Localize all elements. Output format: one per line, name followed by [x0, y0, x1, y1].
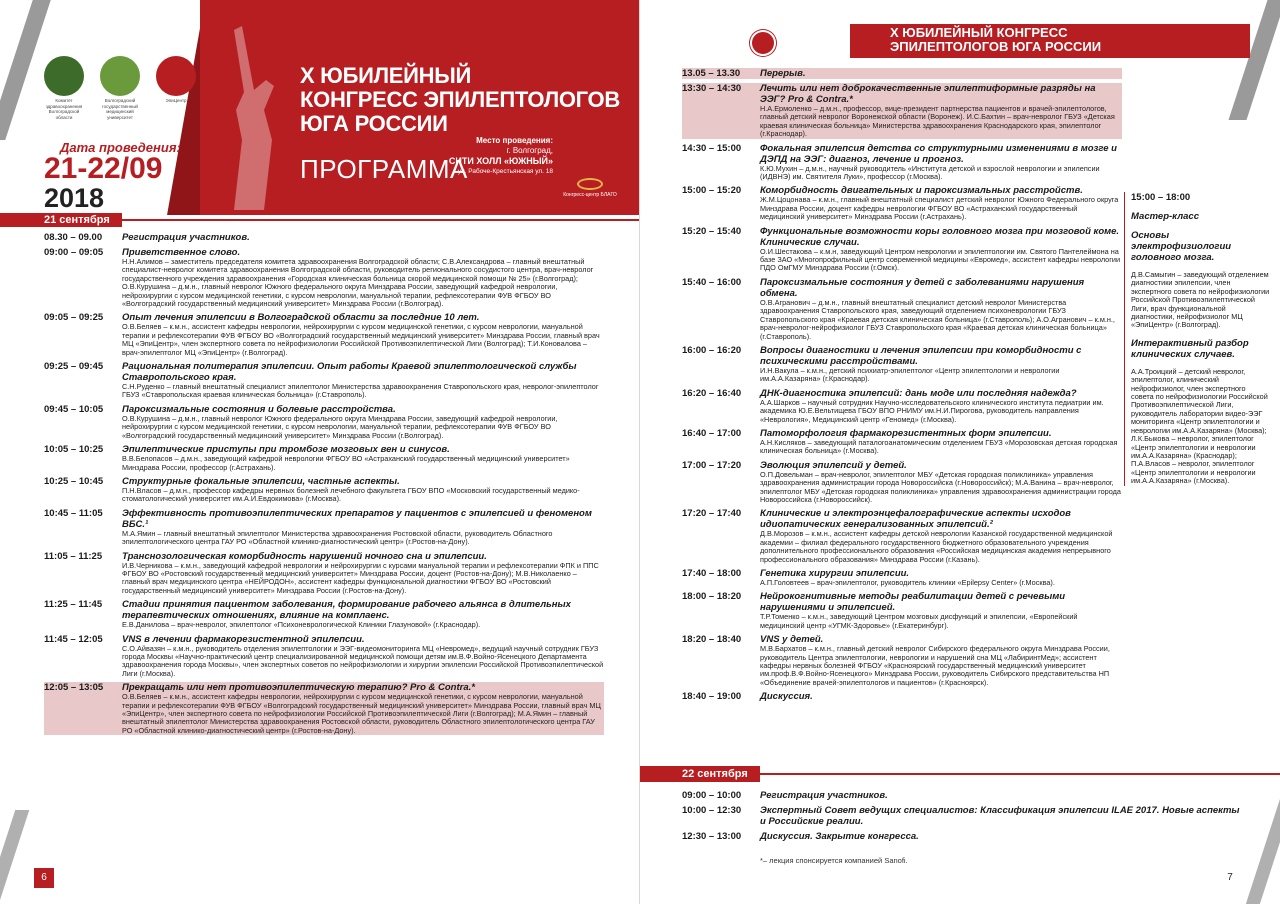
session-title: Лечить или нет доброкачественные эпилептиформные разряды на ЭЭГ? Pro & Contra.*	[760, 83, 1096, 105]
session-speakers: И.Н.Вакула – к.м.н., детский психиатр-эпилептолог «Центр эпилептологии и неврологии им.А.А.Казаряна» (г.Краснодар).	[760, 365, 1060, 384]
session-body	[760, 568, 1122, 587]
page-number: 7	[1227, 872, 1233, 883]
event-year: 2018	[44, 183, 105, 213]
session-row	[44, 682, 604, 735]
masterclass-speaker: А.А.Троицкий – детский невролог, эпилептолог, клинический нейрофизиолог, член экспертного совета по нейрофизиологии Российской Противоэпилептической Лиги, руководитель лаборатории видео-ЭЭГ мониторинга «Центр эпилептологии и неврологии им.А.А.Казаряна» (Москва); Л.К.Быкова – невролог, эпилептолог «Центр эпилептологии и неврологии им.А.А.Казаряна» (Краснодар); П.А.Власов – невролог, эпилептолог «Центр эпилептологии и неврологии им.А.А.Казаряна» (г.Москва).	[1131, 366, 1268, 486]
session-title: Экспертный Совет ведущих специалистов: Классификация эпилепсии ILAE 2017. Новые аспекты и Российские реалии.	[760, 805, 1240, 827]
session-time: 09:00 – 10:00	[682, 790, 742, 801]
session-time: 09:45 – 10:05	[44, 403, 104, 415]
session-body	[760, 68, 1122, 79]
session-speakers: О.В.Агранович – д.м.н., главный внештатный специалист детский невролог Министерства здравоохранения Ставропольского края, заведующий отделением психоневрологии ГБУЗ Ставропольского края «Краевая детская клиническая больница» (г.Ставрополь); А.О.Агранович – к.м.н., врач-невролог-нейрофизиолог ГБУЗ Ставропольского края «Краевая детская клиническая больница» (г.Ставрополь).	[760, 297, 1115, 341]
session-time: 11:45 – 12:05	[44, 633, 103, 645]
session-body	[760, 691, 1122, 702]
day-heading: 22 сентября	[640, 766, 760, 782]
session-title: Вопросы диагностики и лечения эпилепсии при коморбидности с психическими расстройствами.	[760, 344, 1082, 367]
session-body	[760, 460, 1122, 505]
session-body	[760, 508, 1122, 564]
session-body	[122, 312, 604, 357]
session-body	[760, 790, 1242, 801]
divider	[122, 219, 640, 221]
session-row	[682, 691, 1122, 702]
session-body	[760, 185, 1122, 221]
session-body	[122, 508, 604, 547]
session-time: 08.30 – 09.00	[44, 232, 103, 243]
blago-ring-icon	[577, 178, 603, 190]
session-row	[682, 805, 1242, 827]
session-speakers: Н.А.Ермоленко – д.м.н., профессор, вице-президент партнерства пациентов и врачей-эпилептологов, главный детский невролог Воронежской области (Воронеж). И.С.Бахтин – врач-невролог ГБУЗ «Детская краевая клиническая больница» Министерства здравоохранения Краснодарского края, эпилептолог (г.Краснодар).	[760, 104, 1115, 139]
session-title: Дискуссия. Закрытие конгресса.	[760, 831, 919, 842]
session-time: 17:40 – 18:00	[682, 568, 742, 579]
session-body	[760, 805, 1242, 827]
session-speakers: А.Н.Кисляков – заведующий паталогоанатомическим отделением ГБУЗ «Морозовская детская городская клиническая больница» (г.Москва).	[760, 437, 1118, 456]
session-body	[122, 444, 604, 472]
session-speakers: О.И.Шестакова – к.м.н, заведующий Центром неврологии и эпилептологии им. Святого Пантелеймона на базе ЗАО «Многопрофильный центр современной медицины «Евромед», ассистент кафедры неврологии ПДО ОмГМУ Минздрава России (г.Омск).	[760, 246, 1121, 273]
session-time: 18:40 – 19:00	[682, 691, 742, 703]
session-body	[760, 345, 1122, 384]
session-body	[760, 388, 1122, 424]
masterclass-time: 15:00 – 18:00	[1131, 192, 1191, 203]
session-row	[44, 404, 604, 440]
session-row	[682, 143, 1122, 182]
masterclass-title: Интерактивный разбор клинических случаев.	[1131, 337, 1249, 360]
session-title: Транснозологическая коморбидность нарушений ночного сна и эпилепсии.	[122, 550, 487, 562]
session-body	[122, 551, 604, 596]
session-time: 18:00 – 18:20	[682, 591, 742, 603]
session-body	[760, 226, 1122, 273]
session-row	[44, 508, 604, 547]
session-row	[682, 568, 1122, 587]
decor-stripe	[1229, 0, 1280, 120]
session-row	[44, 232, 604, 243]
session-speakers: А.П.Головтеев – врач-эпилептолог, руководитель клиники «Epilepsy Center» (г.Москва).	[760, 578, 1055, 587]
session-body	[122, 232, 604, 243]
coat-of-arms-icon	[44, 56, 84, 96]
date-label: Дата проведения:	[60, 140, 181, 155]
program-heading: ПРОГРАММА	[300, 154, 468, 184]
page-number: 6	[34, 868, 54, 888]
session-time: 13:30 – 14:30	[682, 83, 742, 94]
session-body	[760, 634, 1122, 687]
session-row	[44, 444, 604, 472]
session-body	[122, 247, 604, 308]
session-speakers: Т.Р.Томенко – к.м.н., заведующий Центром мозговых дисфункций и эпилепсии, «Европейский медицинский центр «УГМК-Здоровье» (г.Екатеринбург).	[760, 612, 1078, 630]
session-title: Дискуссия.	[760, 691, 813, 703]
session-body	[760, 591, 1122, 630]
session-row	[682, 634, 1122, 687]
masterclass-label: Мастер-класс	[1131, 211, 1199, 222]
session-title: Фокальная эпилепсия детства со структурными изменениями в мозге и ДЭПД на ЭЭГ: диагноз, лечение и прогноз.	[760, 142, 1117, 165]
session-row	[682, 428, 1122, 456]
session-title: Структурные фокальные эпилепсии, частные аспекты.	[122, 475, 400, 487]
session-body	[122, 476, 604, 504]
session-row	[44, 551, 604, 596]
session-title: Регистрация участников.	[122, 232, 250, 243]
session-title: Пароксизмальные состояния и болевые расстройства.	[122, 403, 396, 415]
session-row	[682, 790, 1242, 801]
session-title: ДНК-диагностика эпилепсий: дань моде или последняя надежда?	[760, 387, 1077, 399]
session-time: 11:25 – 11:45	[44, 599, 103, 611]
session-speakers: В.В.Белопасов – д.м.н., заведующий кафедрой неврологии ФГБОУ ВО «Астраханский государственный медицинский университет» Минздрава России, профессор (г.Астрахань).	[122, 454, 570, 472]
session-title: Нейрокогнитивные методы реабилитации детей с речевыми нарушениями и эпилепсией.	[760, 591, 1066, 614]
session-time: 17:20 – 17:40	[682, 508, 742, 520]
session-time: 10:05 – 10:25	[44, 444, 104, 456]
session-time: 10:00 – 12:30	[682, 805, 742, 816]
session-body	[122, 599, 604, 629]
session-title: Эпилептические приступы при тромбозе мозговых вен и синусов.	[122, 444, 450, 456]
schedule-day2	[682, 790, 1242, 846]
masterclass-title: Основы электрофизиологии головного мозга.	[1131, 230, 1232, 263]
session-title: Клинические и электроэнцефалографические аспекты исходов идиопатических генерализованных эпилепсий.²	[760, 508, 1071, 531]
session-title: Пароксизмальные состояния у детей с заболеваниями нарушения обмена.	[760, 276, 1085, 299]
session-title: Регистрация участников.	[760, 790, 888, 801]
session-row	[682, 460, 1122, 505]
session-time: 09:05 – 09:25	[44, 312, 104, 324]
logo-coat-of-arms	[42, 56, 86, 120]
session-title: VNS у детей.	[760, 634, 824, 646]
venue-info: Место проведения: г. Волгоград, СИТИ ХОЛЛ «ЮЖНЫЙ» ул. Рабоче-Крестьянская ул. 18	[448, 136, 553, 175]
session-body	[760, 277, 1122, 341]
session-title: Прекращать или нет противоэпилептическую терапию? Pro & Contra.*	[122, 682, 475, 694]
schedule-day1-continued	[682, 68, 1122, 706]
session-time: 09:25 – 09:45	[44, 361, 104, 373]
session-row	[44, 312, 604, 357]
masterclass-speaker: Д.В.Самыгин – заведующий отделением диагностики эпилепсии, член экспертного совета по нейрофизиологии Российской Противоэпилептической Лиги, врач функциональной диагностики, нейрофизиолог МЦ «ЭпиЦентр» (г.Волгоград).	[1131, 270, 1270, 330]
session-speakers: О.П.Довельман – врач-невролог, эпилептолог МБУ «Детская городская поликлиника» управления здравоохранения администрации города Новороссийска (г.Новороссийск); М.А.Ванина – врач-невролог, эпилептолог МБУ «Детская городская поликлиника» управления здравоохранения администрации города Новороссийска (г.Новороссийск).	[760, 469, 1121, 504]
session-row	[44, 634, 604, 679]
session-title: Опыт лечения эпилепсии в Волгоградской области за последние 10 лет.	[122, 312, 480, 324]
session-speakers: А.А.Шарков – научный сотрудник Научно-исследовательского клинического института педиатрии им. академика Ю.Е.Вельтищева ГБОУ ВПО РНИМУ им.Н.И.Пирогова, руководитель направления «Неврология», Медицинский центр «Геномед» (г.Москва).	[760, 397, 1104, 424]
session-time: 10:45 – 11:05	[44, 507, 103, 519]
session-time: 09:00 – 09:05	[44, 247, 104, 258]
session-time: 15:20 – 15:40	[682, 225, 742, 237]
session-speakers: Н.Н.Алимов – заместитель председателя комитета здравоохранения Волгоградской области; С.В.Александрова – главный внештатный специалист-невролог комитета здравоохранения Волгоградской области, руководитель регионального сосудистого центра, врач-невролог государственного учреждения здравоохранения «Городская клиническая больница скорой медицинской помощи № 25» (г.Волгоград); О.В.Курушина – д.м.н., главный невролог Южного федерального округа Минздрава России, заведующий кафедрой неврологии, нейрохирургии с курсом медицинской генетики, с курсом неврологии, мануальной терапии, рефлексотерапии ФУВ ФГБОУ ВО «Волгоградский государственный медицинский университет» Минздрава России (г.Волгоград).	[122, 257, 594, 309]
session-title: Приветственное слово.	[122, 247, 241, 258]
session-speakers: Ж.М.Цоцонава – к.м.н., главный внештатный специалист детский невролог Южного Федерального округа Минздрава России, доцент кафедры неврологии ФГБОУ ВО «Астраханский государственный медицинский университет» Минздрава России (г.Астрахань).	[760, 195, 1119, 222]
session-speakers: О.В.Курушина – д.м.н., главный невролог Южного федерального округа Минздрава России, заведующий кафедрой неврологии, нейрохирургии с курсом медицинской генетики, с курсом неврологии, мануальной терапии, рефлексотерапии ФУВ ФГБОУ ВО «Волгоградский государственный медицинский университет» Минздрава России (г.Волгоград).	[122, 413, 558, 440]
session-title: Коморбидность двигательных и пароксизмальных расстройств.	[760, 185, 1083, 197]
logo-epicenter	[154, 56, 198, 120]
session-row	[44, 599, 604, 629]
session-body	[122, 361, 604, 400]
session-title: Патоморфология фармакорезистентных форм эпилепсии.	[760, 427, 1052, 439]
organizer-logos	[42, 56, 198, 120]
event-dates: 21-22/09	[44, 152, 163, 185]
footnote: *– лекция спонсируется компанией Sanofi.	[760, 856, 908, 865]
university-emblem-icon	[100, 56, 140, 96]
session-title: VNS в лечении фармакорезистентной эпилепсии.	[122, 633, 365, 645]
session-speakers: С.Н.Руденко – главный внештатный специалист эпилептолог Министерства здравоохранения Ставропольского края, невролог-эпилептолог ГБУЗ «Ставропольская краевая клиническая больница» (г.Ставрополь).	[122, 382, 599, 400]
session-time: 13.05 – 13.30	[682, 68, 741, 79]
congress-title: X ЮБИЛЕЙНЫЙ КОНГРЕСС ЭПИЛЕПТОЛОГОВ ЮГА РОССИИ	[890, 25, 1102, 54]
session-time: 15:00 – 15:20	[682, 185, 742, 197]
session-time: 15:40 – 16:00	[682, 276, 742, 288]
session-body	[122, 634, 604, 679]
congress-title: X ЮБИЛЕЙНЫЙ КОНГРЕСС ЭПИЛЕПТОЛОГОВ ЮГА РОССИИ	[300, 63, 620, 136]
decor-stripe	[1246, 780, 1280, 904]
session-time: 12:30 – 13:00	[682, 831, 742, 842]
session-speakers: М.А.Ямин – главный внештатный эпилептолог Министерства здравоохранения Ростовской области, руководитель Областного эпилептологического центра ГАУ РО «Областной клинико-диагностический центр» (г.Ростов-на-Дону).	[122, 528, 553, 547]
session-speakers: И.В.Черникова – к.м.н., заведующий кафедрой неврологии и нейрохирургии с курсами мануальной терапии и рефлексотерапии ФПК и ППС ФГБОУ ВО «Ростовский государственный медицинский университет» Минздрава России, доцент (Ростов-на-Дону); М.В.Николаенко – главный врач медицинского центра «НЕЙРОДОН», ассистент кафедры функциональной диагностики ФГБОУ ВО «Ростовский государственный медицинский университет» Минздрава России (г.Ростов-на-Дону).	[122, 560, 599, 595]
session-speakers: М.В.Бархатов – к.м.н., главный детский невролог Сибирского федерального округа Минздрава России, руководитель Центра эпилептологии, неврологии и нарушений сна МЦ «ЛабиринтМед»; ассистент кафедры нервных болезней ФГБОУ «Красноярский государственный медицинский университет им.проф.В.Ф.Войно-Ясенецкого» Минздрава России, руководитель Сибирского представительства НП «Объединение врачей-эпилептологов и пациентов» (г.Красноярск).	[760, 644, 1110, 687]
session-time: 16:40 – 17:00	[682, 427, 742, 439]
logo-caption: Комитет здравоохранения Волгоградской области	[45, 98, 83, 120]
session-body	[760, 143, 1122, 182]
session-row	[682, 591, 1122, 630]
logo-caption: ЭпиЦентр	[165, 98, 187, 103]
session-speakers: О.В.Беляев – к.м.н., ассистент кафедры неврологии, нейрохирургии с курсом медицинской генетики, с курсом неврологии, мануальной терапии и рефлексотерапии ФУВ ФГБОУ ВО «Волгоградский государственный медицинский университет» Минздрава России, главный врач МЦ «ЭпиЦентр», член экспертного совета по нейрофизиологии Российской Противоэпилептической Лиги (Волгоград); Т.И.Коновалова – врач-эпилептолог МЦ «ЭпиЦентр» (г.Волгоград).	[122, 322, 600, 357]
session-row	[682, 185, 1122, 221]
session-row	[682, 68, 1122, 79]
session-row	[682, 345, 1122, 384]
session-title: Генетика хирургии эпилепсии.	[760, 568, 910, 579]
session-time: 14:30 – 15:00	[682, 142, 742, 154]
brain-icon	[750, 30, 776, 56]
session-time: 17:00 – 17:20	[682, 459, 742, 471]
session-speakers: Е.В.Данилова – врач-невролог, эпилептолог «Психоневрологической Клиники Глазуновой» (г.Краснодар).	[122, 620, 481, 630]
masterclass-column	[1124, 192, 1270, 486]
logo-caption: Волгоградский государственный медицинский университет	[102, 98, 138, 120]
session-title: Перерыв.	[760, 68, 806, 79]
session-row	[44, 361, 604, 400]
session-row	[682, 83, 1122, 139]
session-title: Функциональные возможности коры головного мозга при мозговой коме. Клинические случаи.	[760, 225, 1120, 248]
session-body	[760, 83, 1122, 139]
divider	[760, 773, 1280, 775]
session-row	[44, 476, 604, 504]
session-title: Эволюция эпилепсий у детей.	[760, 459, 907, 471]
page-right	[640, 0, 1280, 904]
session-row	[682, 277, 1122, 341]
schedule-day1	[44, 232, 604, 739]
session-title: Эффективность противоэпилептических препаратов у пациентов с эпилепсией и феноменом ВБС.¹	[122, 507, 592, 530]
session-body	[760, 428, 1122, 456]
session-row	[682, 831, 1242, 842]
motherland-statue-icon	[214, 20, 304, 210]
session-body	[760, 831, 1242, 842]
logo-university	[98, 56, 142, 120]
session-speakers: П.Н.Власов – д.м.н., профессор кафедры нервных болезней лечебного факультета ГБОУ ВПО «Московский государственный медико-стоматологический университет им.А.И.Евдокимова» (г.Москва).	[122, 485, 580, 504]
session-time: 16:00 – 16:20	[682, 344, 742, 356]
session-time: 11:05 – 11:25	[44, 550, 103, 562]
session-body	[122, 682, 604, 735]
session-time: 18:20 – 18:40	[682, 634, 742, 646]
session-time: 16:20 – 16:40	[682, 387, 742, 399]
day-heading: 21 сентября	[0, 213, 122, 227]
brain-icon	[156, 56, 196, 96]
session-speakers: С.О.Айвазян – к.м.н., руководитель отделения эпилептологии и ЭЭГ-видеомониторинга МЦ «Невромед», ведущий научный сотрудник ГБУЗ города Москвы «Научно-практический центр специализированной медицинской помощи детям им.В.Ф.Войно-Ясенецкого Департамента здравоохранения города Москвы», член экспертных советов по нейрофизиологии и хирургии эпилепсии Российской Противоэпилептической Лиги (г.Москва).	[122, 643, 604, 678]
session-speakers: К.Ю.Мухин – д.м.н., научный руководитель «Института детской и взрослой неврологии и эпилепсии (ИДВНЭ) им. Святителя Луки», профессор (г.Москва).	[760, 163, 1100, 182]
session-speakers: О.В.Беляев – к.м.н., ассистент кафедры неврологии, нейрохирургии с курсом медицинской генетики, с курсом неврологии, мануальной терапии и рефлексотерапии ФУВ ФГБОУ «Волгоградский государственный медицинский университет» Минздрава России, главный врач МЦ «ЭпиЦентр», член экспертного совета по нейрофизиологии Российской Противоэпилептической Лиги (г.Волгоград); М.А.Ямин – главный внештатный эпилептолог Министерства здравоохранения Ростовской области, руководитель Областного эпилептологического центра ГАУ РО «Областной клинико-диагностический центр» (г.Ростов-на-Дону).	[122, 692, 601, 735]
session-body	[122, 404, 604, 440]
session-title: Стадии принятия пациентом заболевания, формирование рабочего альянса в длительных терапевтических отношениях, влияние на комплаенс.	[122, 599, 571, 622]
session-row	[682, 508, 1122, 564]
session-row	[682, 388, 1122, 424]
session-speakers: Д.В.Морозов – к.м.н., ассистент кафедры детской неврологии Казанской государственной медицинской академии – филиал федерального государственного бюджетного образовательного учреждения дополнительного профессионального образования «Российская медицинская академия непрерывного профессионального образования» Минздрава России (г.Казань).	[760, 529, 1113, 564]
session-row	[682, 226, 1122, 273]
session-time: 10:25 – 10:45	[44, 475, 104, 487]
session-title: Рациональная политерапия эпилепсии. Опыт работы Краевой эпилептологической службы Ставропольского края.	[122, 361, 577, 384]
partner-logo: Конгресс-центр БЛАГО	[563, 178, 617, 198]
session-time: 12:05 – 13:05	[44, 682, 104, 694]
decor-stripe	[0, 810, 29, 904]
session-row	[44, 247, 604, 308]
